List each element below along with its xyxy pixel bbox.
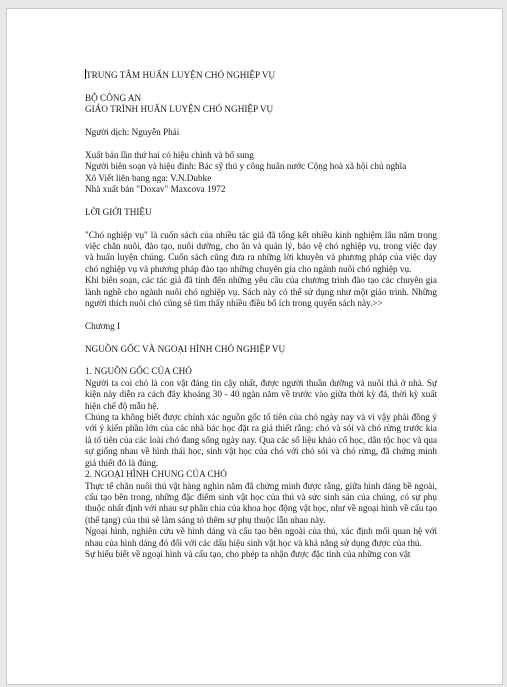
section-2-paragraph-2: Ngoại hình, nghiên cứu về hình dáng và cấu tạo bên ngoài của thú, xác định mối quan hệ với nhau của hình dáng đó đối với các dấu hiệu sinh vật học và khả năng sử dụng được của thú. xyxy=(85,526,437,548)
section-2-paragraph-3: Sự hiểu biết về ngoại hình và cấu tạo, cho phép ta nhận được đặc tính của những con vật xyxy=(85,548,411,559)
edition-line: Xuất bản lần thứ hai có hiệu chỉnh và bổ sung xyxy=(85,149,254,160)
book-title: GIÁO TRÌNH HUẤN LUYỆN CHÓ NGHIỆP VỤ xyxy=(85,104,274,115)
section-2-heading: 2. NGOẠI HÌNH CHUNG CỦA CHÓ xyxy=(85,469,227,480)
intro-heading: LỜI GIỚI THIỆU xyxy=(85,206,152,217)
editor-line: Người biên soạn và hiệu đính: Bác sỹ thú y công huân nước Cộng hoà xã hội chủ nghĩa xyxy=(85,161,407,172)
intro-paragraph-1: "Chó nghiệp vụ" là cuốn sách của nhiều tác giả đã tổng kết nhiều kinh nghiệm lâu năm trong việc chăn nuôi, đào tạo, nuôi dưỡng, cho ăn và quản lý, bảo vệ chó nghiệp vụ, trong việc dạy và huấn luyện chúng. Cuốn sách cũng đưa ra những lời khuyên và phương pháp của việc dạy chó nghiệp vụ và phương pháp đào tạo những chuyên gia cho ngành nuôi chó nghiệp vụ. xyxy=(85,229,437,274)
document-page xyxy=(6,8,503,685)
chapter-label: Chương I xyxy=(85,320,121,331)
intro-paragraph-2: Khi biên soạn, các tác giả đã tính đến những yêu cầu của chương trình đào tạo các chuyên gia lành nghề cho ngành nuôi chó nghiệp vụ. Sách này có thể sử dụng như một giáo trình. Những người thích nuôi chó cũng sẽ tìm thấy nhiều điều bổ ích trong quyển sách này.>> xyxy=(85,275,437,309)
publisher-line: Nhà xuất bản "Doxav" Maxcova 1972 xyxy=(85,184,226,195)
ministry-line: BỘ CÔNG AN xyxy=(85,92,142,103)
section-1-heading: 1. NGUỒN GỐC CỦA CHÓ xyxy=(85,366,192,377)
chapter-title: NGUỒN GỐC VÀ NGOẠI HÌNH CHÓ NGHIỆP VỤ xyxy=(85,343,286,354)
section-2-paragraph-1: Thực tế chăn nuôi thú vật hàng nghìn năm đã chứng minh được rằng, giữa hình dáng bề ngoài, cấu tạo bên trong, những đặc điểm sinh vật học của thú và sức sinh sản của chúng, có sự phụ thuộc nhất định với nhau sự phân chia của khoa học động vật học, như về ngoại hình về cấu tạo (thể tạng) của thú sẽ làm sáng tỏ thêm sự phụ thuộc lẫn nhau này. xyxy=(85,480,437,525)
translator-line: Người dịch: Nguyễn Phải xyxy=(85,127,180,137)
document-body xyxy=(85,69,437,560)
section-1-paragraph-1: Người ta coi chó là con vật đáng tin cậy nhất, được người thuần dưỡng và nuôi thả ở nhà. Sự kiện này diễn ra cách đây khoảng 30 - 40 ngàn năm về trước vào giữa thời kỳ đá, thời kỳ xuất hiện chế độ mẫu hệ. xyxy=(85,377,437,411)
org-title-text: TRUNG TÂM HUẤN LUYỆN CHÓ NGHIỆP VỤ xyxy=(86,70,276,80)
editor-line-cont: Xô Viết liên bang nga: V.N.Dubke xyxy=(85,172,212,183)
section-1-paragraph-2: Chúng ta không biết được chính xác nguồn gốc tổ tiên của chó ngày nay và vì vậy phải đồng ý với ý kiến phần lớn của các nhà bác học đặt ra giả thiết rằng: chó và sói và chó rừng trước kia là tổ tiên của các loài chó đang sống ngày nay. Qua các số liệu khảo cổ học, dân tộc học và qua sự giống nhau về hình thái học, sinh vật học của chó với chó sói và chó rừng, đã chứng minh giả thiết đó là đúng. xyxy=(85,412,437,468)
org-title xyxy=(85,69,437,81)
